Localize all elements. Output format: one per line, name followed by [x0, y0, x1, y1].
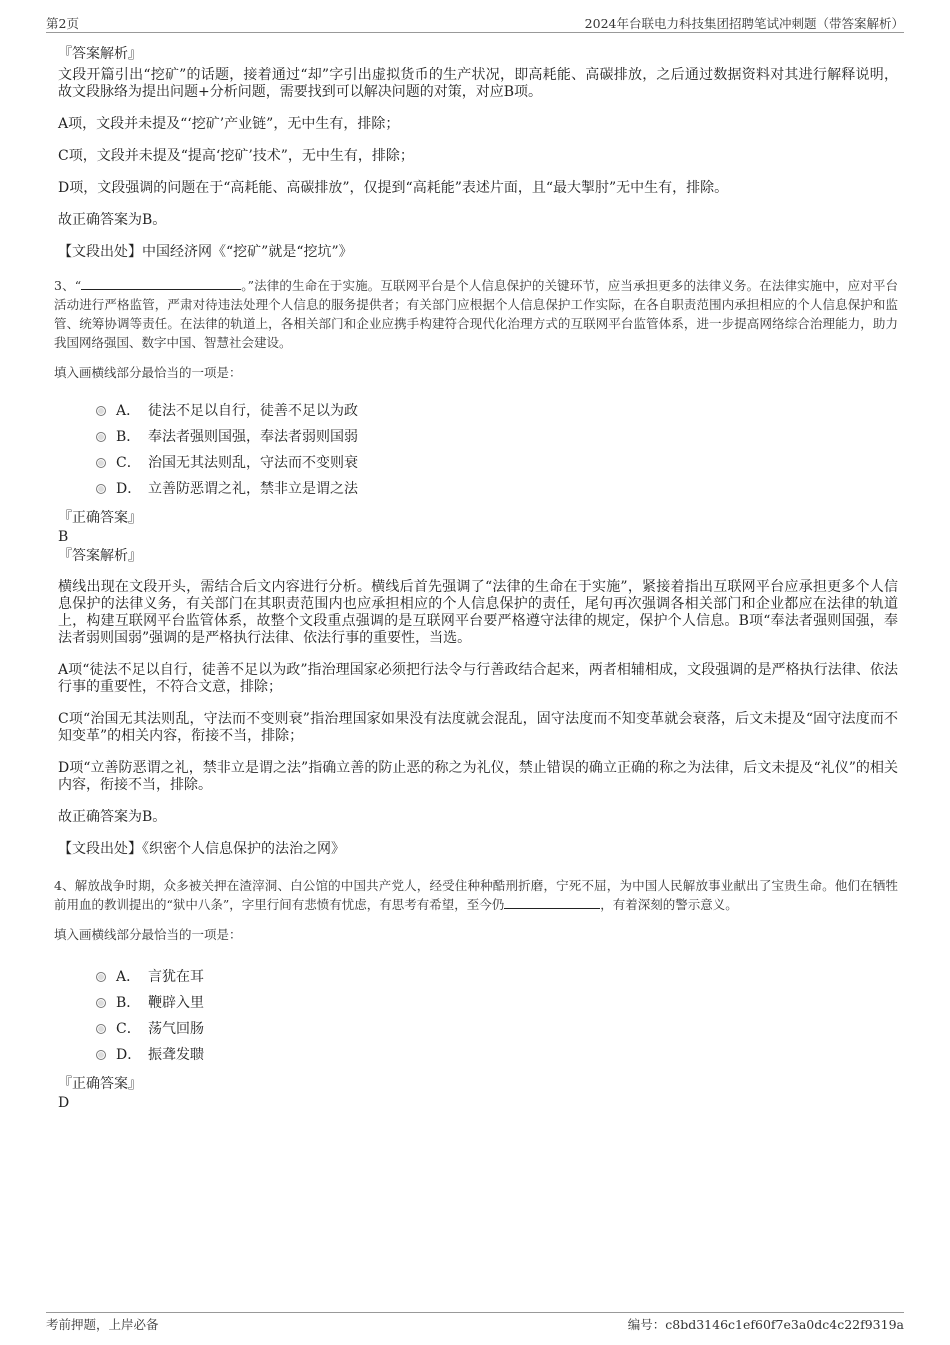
analysis-paragraph: C项“治国无其法则乱，守法而不变则衰”指治理国家如果没有法度就会混乱，固守法度而不知变革就会衰落，后文未提及“固守法度而不知变革”的相关内容，衔接不当，排除；: [58, 711, 898, 744]
options-list: [96, 964, 898, 1068]
page-header: [46, 14, 904, 33]
conclusion: 故正确答案为B。: [58, 809, 167, 825]
question-3-stem: [54, 276, 898, 352]
option-a[interactable]: A． 言犹在耳: [96, 964, 898, 990]
analysis-paragraph: C项，文段并未提及“提高‘挖矿’技术”，无中生有，排除；: [58, 148, 414, 164]
question-4-stem: [54, 876, 898, 914]
radio-icon[interactable]: [96, 458, 106, 468]
analysis-paragraph: D项，文段强调的问题在于“高耗能、高碳排放”，仅提到“高耗能”表述片面，且“最大掣肘”无中生有，排除。: [58, 180, 729, 196]
radio-icon[interactable]: [96, 1024, 106, 1034]
answer-label: 『正确答案』: [58, 1076, 142, 1092]
source-citation: 【文段出处】《织密个人信息保护的法治之网》: [58, 841, 345, 857]
document-title: 2024年台联电力科技集团招聘笔试冲刺题（带答案解析）: [584, 16, 904, 31]
fill-blank: [504, 896, 600, 909]
analysis-paragraph: D项“立善防恶谓之礼，禁非立是谓之法”指确立善的防止恶的称之为礼仪，禁止错误的确立正确的称之为法律，后文未提及“礼仪”的相关内容，衔接不当，排除。: [58, 760, 898, 793]
question-number: 3、“: [54, 278, 82, 293]
radio-icon[interactable]: [96, 1050, 106, 1060]
option-b[interactable]: B． 鞭辟入里: [96, 990, 898, 1016]
question-text-suffix: ，有着深刻的警示意义。: [600, 897, 738, 912]
page-footer: [46, 1312, 904, 1333]
answer-value: D: [58, 1095, 70, 1111]
radio-icon[interactable]: [96, 484, 106, 494]
radio-icon[interactable]: [96, 998, 106, 1008]
radio-icon[interactable]: [96, 972, 106, 982]
analysis-label: 『答案解析』: [58, 46, 142, 62]
analysis-paragraph: 横线出现在文段开头，需结合后文内容进行分析。横线后首先强调了“法律的生命在于实施”，紧接着指出互联网平台应承担更多个人信息保护的法律义务，有关部门在其职责范围内也应承担相应的个人信息保护的责任，尾句再次强调各相关部门和企业都应在法律的轨道上，构建互联网平台监管体系，故整个文段重点强调的是互联网平台要严格遵守法律的规定，保护个人信息。B项“奉法者强则国强，奉法者弱则国弱”强调的是严格执行法律、依法行事的重要性，当选。: [58, 579, 898, 646]
answer-value: B: [58, 529, 69, 545]
analysis-paragraph: 文段开篇引出“挖矿”的话题，接着通过“却”字引出虚拟货币的生产状况，即高耗能、高碳排放，之后通过数据资料对其进行解释说明，故文段脉络为提出问题+分析问题，需要找到可以解决问题的对策，对应B项。: [58, 67, 898, 100]
question-prompt: 填入画横线部分最恰当的一项是：: [54, 365, 242, 380]
conclusion: 故正确答案为B。: [58, 212, 167, 228]
radio-icon[interactable]: [96, 432, 106, 442]
option-a[interactable]: A． 徒法不足以自行，徒善不足以为政: [96, 398, 898, 424]
footer-slogan: 考前押题，上岸必备: [46, 1317, 159, 1332]
option-b[interactable]: B． 奉法者强则国强，奉法者弱则国弱: [96, 424, 898, 450]
fill-blank: [81, 277, 241, 290]
options-list: [96, 398, 898, 502]
option-c[interactable]: C． 荡气回肠: [96, 1016, 898, 1042]
option-d[interactable]: D． 振聋发聩: [96, 1042, 898, 1068]
document-id: 编号：c8bd3146c1ef60f7e3a0dc4c22f9319a: [627, 1317, 904, 1332]
option-c[interactable]: C． 治国无其法则乱，守法而不变则衰: [96, 450, 898, 476]
option-d[interactable]: D． 立善防恶谓之礼，禁非立是谓之法: [96, 476, 898, 502]
analysis-paragraph: A项“徒法不足以自行，徒善不足以为政”指治理国家必须把行法令与行善政结合起来，两者相辅相成，文段强调的是严格执行法律、依法行事的重要性，不符合文意，排除；: [58, 662, 898, 695]
question-text: 4、解放战争时期，众多被关押在渣滓洞、白公馆的中国共产党人，经受住种种酷刑折磨，宁死不屈，为中国人民解放事业献出了宝贵生命。他们在牺牲前用血的教训提出的“狱中八条”，字里行间有悲愤有忧虑，有思考有希望，至今仍: [54, 878, 898, 912]
question-prompt: 填入画横线部分最恰当的一项是：: [54, 927, 242, 942]
page-number: 第2页: [46, 16, 79, 31]
radio-icon[interactable]: [96, 406, 106, 416]
question-text: 。”法律的生命在于实施。互联网平台是个人信息保护的关键环节，应当承担更多的法律义务。在法律实施中，应对平台活动进行严格监管，严肃对待违法处理个人信息的服务提供者；有关部门应根据个人信息保护工作实际，在各自职责范围内承担相应的个人信息保护和监管、统筹协调等责任。在法律的轨道上，各相关部门和企业应携手构建符合现代化治理方式的互联网平台监管体系，进一步提高网络综合治理能力，助力我国网络强国、数字中国、智慧社会建设。: [54, 278, 898, 350]
analysis-label: 『答案解析』: [58, 548, 142, 564]
source-citation: 【文段出处】中国经济网《“挖矿”就是“挖坑”》: [58, 244, 353, 260]
answer-label: 『正确答案』: [58, 510, 142, 526]
analysis-paragraph: A项，文段并未提及“‘挖矿’产业链”，无中生有，排除；: [58, 116, 400, 132]
page-content: [54, 46, 898, 1114]
